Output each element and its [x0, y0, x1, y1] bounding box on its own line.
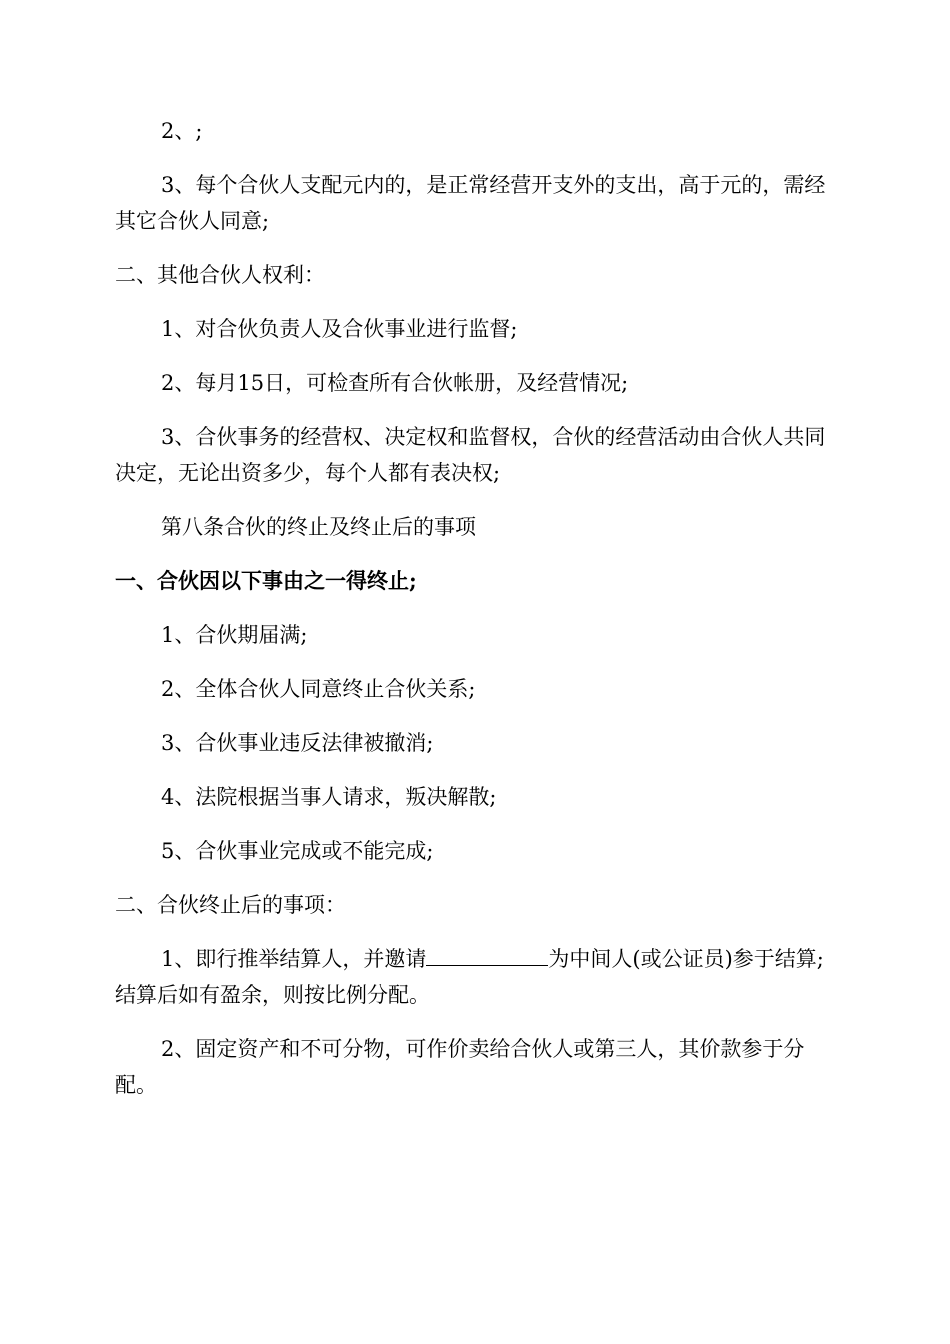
- paragraph-item-2-monthly-check: 2、每月15日，可检查所有合伙帐册，及经营情况;: [161, 371, 629, 395]
- section-heading-termination-causes: 一、合伙因以下事由之一得终止;: [115, 568, 417, 593]
- section-heading-other-partner-rights: 二、其他合伙人权利：: [115, 263, 325, 287]
- paragraph-item-2-all-agree: 2、全体合伙人同意终止合伙关系;: [161, 677, 476, 701]
- paragraph-item-5-completed: 5、合伙事业完成或不能完成;: [161, 839, 434, 863]
- settlement-text-end: 为中间人(或公证员)参于结算;结算后如有盈余，则按比例分配。: [115, 947, 824, 1007]
- paragraph-item-4-court-dissolution: 4、法院根据当事人请求，叛决解散;: [161, 785, 497, 809]
- paragraph-item-3-revoked: 3、合伙事业违反法律被撤消;: [161, 731, 434, 755]
- paragraph-item-1-supervision: 1、对合伙负责人及合伙事业进行监督;: [161, 317, 518, 341]
- paragraph-item-1-settlement: [115, 941, 835, 1013]
- article-heading-termination: 第八条合伙的终止及终止后的事项: [161, 515, 476, 539]
- paragraph-item-1-term-expired: 1、合伙期届满;: [161, 623, 308, 647]
- paragraph-item-3-voting-rights: 3、合伙事务的经营权、决定权和监督权，合伙的经营活动由合伙人共同决定，无论出资多少，每个人都有表决权;: [115, 425, 826, 485]
- blank-fill-line: [426, 943, 548, 966]
- settlement-text-start: 1、即行推举结算人，并邀请: [161, 947, 427, 971]
- paragraph-item-2: 2、;: [161, 119, 203, 143]
- section-heading-after-termination: 二、合伙终止后的事项：: [115, 893, 346, 917]
- paragraph-item-2-fixed-assets: 2、固定资产和不可分物，可作价卖给合伙人或第三人，其价款参于分配。: [115, 1037, 805, 1097]
- paragraph-item-3-spending-limit: 3、每个合伙人支配元内的，是正常经营开支外的支出，高于元的，需经其它合伙人同意;: [115, 173, 826, 233]
